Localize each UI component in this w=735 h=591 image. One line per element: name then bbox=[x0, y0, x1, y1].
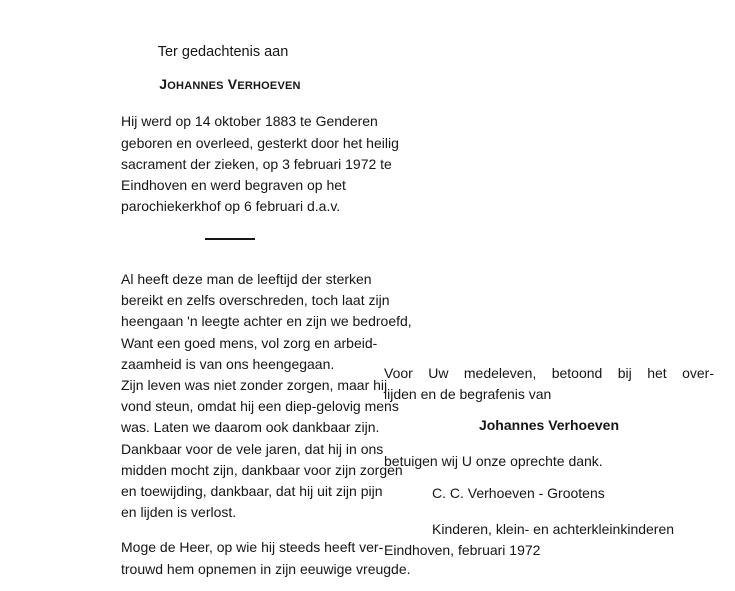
memorial-line: Zijn leven was niet zonder zorgen, maar hij bbox=[121, 377, 388, 394]
memorial-line: Dankbaar voor de vele jaren, dat hij in ons bbox=[121, 440, 384, 457]
memorial-line: en lijden is verlost. bbox=[121, 504, 237, 521]
memorial-line: Want een goed mens, vol zorg en arbeid- bbox=[121, 334, 378, 351]
thanks-line: lijden en de begrafenis van bbox=[384, 386, 552, 403]
bio-line: geboren en overleed, gesterkt door het heilig bbox=[121, 134, 399, 151]
bio-line: Hij werd op 14 oktober 1883 te Genderen bbox=[121, 113, 378, 130]
memorial-line: heengaan 'n leegte achter en zijn we bedroefd, bbox=[121, 313, 412, 330]
left-panel bbox=[121, 42, 412, 580]
memorial-line: bereikt en zelfs overschreden, toch laat zijn bbox=[121, 292, 390, 309]
family-line: Kinderen, klein- en achterkleinkinderen bbox=[432, 521, 675, 538]
memorial-line: Al heeft deze man de leeftijd der sterken bbox=[121, 271, 372, 288]
memorial-line: was. Laten we daarom ook dankbaar zijn. bbox=[121, 419, 380, 436]
intro-text: Ter gedachtenis aan bbox=[157, 44, 289, 60]
bio-line: parochiekerkhof op 6 februari d.a.v. bbox=[121, 198, 341, 215]
bio-line: sacrament der zieken, op 3 februari 1972 te bbox=[121, 155, 392, 172]
prayer-text bbox=[121, 537, 411, 579]
thanks-line: Voor Uw medeleven, betoond bij het over- bbox=[384, 365, 714, 381]
memorial-line: zaamheid is van ons heengegaan. bbox=[121, 355, 335, 372]
deceased-name-heading: JOHANNES VERHOEVEN bbox=[159, 76, 301, 93]
divider-rule bbox=[205, 238, 255, 240]
prayer-line: Moge de Heer, op wie hij steeds heeft ver- bbox=[121, 539, 384, 556]
bio-line: Eindhoven en werd begraven op het bbox=[121, 177, 346, 194]
memorial-line: en toewijding, dankbaar, dat hij uit zijn pijn bbox=[121, 483, 383, 500]
place-date: Eindhoven, februari 1972 bbox=[384, 542, 541, 559]
memorial-line: vond steun, omdat hij een diep-gelovig mens bbox=[121, 398, 399, 415]
thanks-deceased-name: Johannes Verhoeven bbox=[478, 417, 620, 434]
gratitude-text: betuigen wij U onze oprechte dank. bbox=[384, 452, 603, 469]
memorial-line: midden mocht zijn, dankbaar voor zijn zorgen bbox=[121, 461, 403, 478]
prayer-line: trouwd hem opnemen in zijn eeuwige vreugde. bbox=[121, 560, 411, 577]
right-panel bbox=[384, 363, 714, 561]
signatory: C. C. Verhoeven - Grootens bbox=[432, 484, 605, 501]
memorial-text bbox=[121, 269, 412, 523]
biography bbox=[121, 111, 399, 217]
